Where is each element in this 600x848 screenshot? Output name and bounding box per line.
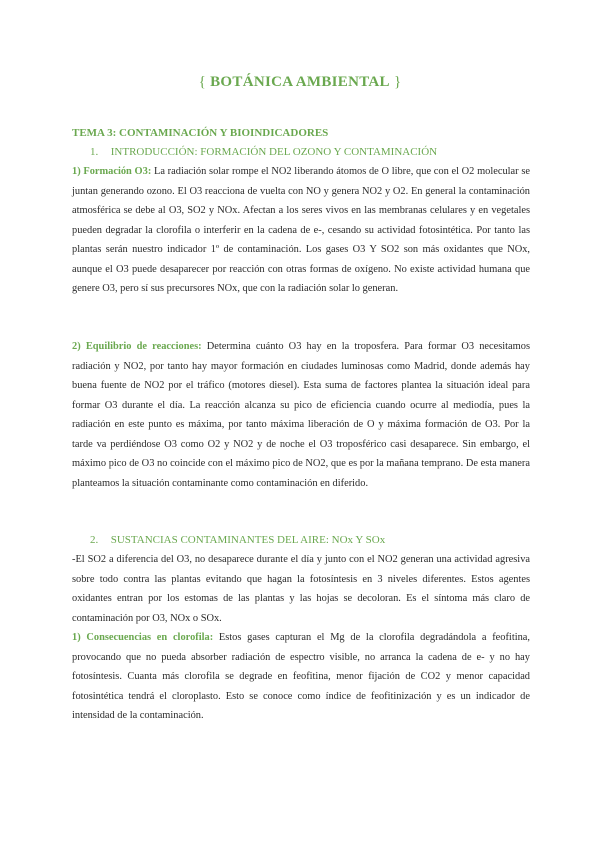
paragraph-formacion-o3 [72,162,530,299]
paragraph-text: Determina cuánto O3 hay en la troposfera. Para formar O3 necesitamos radiación y NO2, por tanto hay mayor formación en ciudades luminosas como Madrid, donde además hay buena fuente de NO2 por el tráfico (motores diesel). Esta suma de factores plantea la situación ideal para formar O3 durante el día. La reacción alcanza su pico de eficiencia cuando ocurre al mediodía, pues la radiación en este punto es máxima, por tanto máxima liberación de O y máxima formación de O3. Por la tarde va perdiéndose O3 como O2 y NO2 y de noche el O3 troposférico casi desaparece. Sin embargo, el máximo pico de O3 no coincide con el máximo pico de NO2, que es por la mañana temprano. De esta manera planteamos la situación contaminante como contaminación en diferido. [72,341,530,489]
paragraph-label: 1) Consecuencias en clorofila: [72,632,214,643]
section-2-heading [90,534,385,546]
paragraph-so2 [72,550,530,628]
paragraph-label: 2) Equilibrio de reacciones: [72,341,202,352]
title-text: BOTÁNICA AMBIENTAL [210,74,390,90]
topic-heading: TEMA 3: CONTAMINACIÓN Y BIOINDICADORES [72,127,329,139]
section-2-number: 2. [90,534,99,546]
section-1-heading [90,146,437,158]
document-title [0,74,600,91]
section-2-title: SUSTANCIAS CONTAMINANTES DEL AIRE: NOx Y SOx [110,534,386,546]
paragraph-equilibrio [72,337,530,493]
section-1-number: 1. [90,146,99,158]
paragraph-text: Estos gases capturan el Mg de la clorofila degradándola a feofitina, provocando que no pueda absorber radiación de espectro visible, no arranca la cadena de e- y no hay fotosíntesis. Cuanta más clorofila se degrade en feofitina, menor fijación de CO2 y menor capacidad fotosintética tendrá el cloroplasto. Esto se conoce como índice de feofitinización y es un indicador de intensidad de la contaminación. [72,632,530,721]
title-open-brace: { [198,74,207,90]
title-close-brace: } [393,74,402,90]
paragraph-clorofila [72,628,530,726]
paragraph-text: La radiación solar rompe el NO2 liberando átomos de O libre, que con el O2 molecular se juntan generando ozono. El O3 reacciona de vuelta con NO y genera NO2 y O2. En general la contaminación atmosférica se debe al O3, SO2 y NOx. Afectan a los seres vivos en las membranas celulares y en vegetales pueden degradar la clorofila o interferir en la cadena de e-, cesando su actividad fotosintética. Por tanto las plantas serán nuestro indicador 1º de contaminación. Los gases O3 Y SO2 son más oxidantes que NOx, aunque el O3 puede desaparecer por reacción con otras formas de oxígeno. No existe actividad humana que genere O3, pero sí sus precursores NOx, que con la radiación solar lo generan. [72,166,530,294]
section-1-title: INTRODUCCIÓN: FORMACIÓN DEL OZONO Y CONTAMINACIÓN [110,146,438,158]
paragraph-text: -El SO2 a diferencia del O3, no desaparece durante el día y junto con el NO2 generan una actividad agresiva sobre todo contra las plantas evitando que hagan la fotosíntesis en 3 niveles diferentes. Estos agentes oxidantes entran por los estomas de las plantas y las hojas se decoloran. Es el síntoma más claro de contaminación por O3, NOx o SOx. [72,554,530,624]
paragraph-label: 1) Formación O3: [72,166,152,177]
